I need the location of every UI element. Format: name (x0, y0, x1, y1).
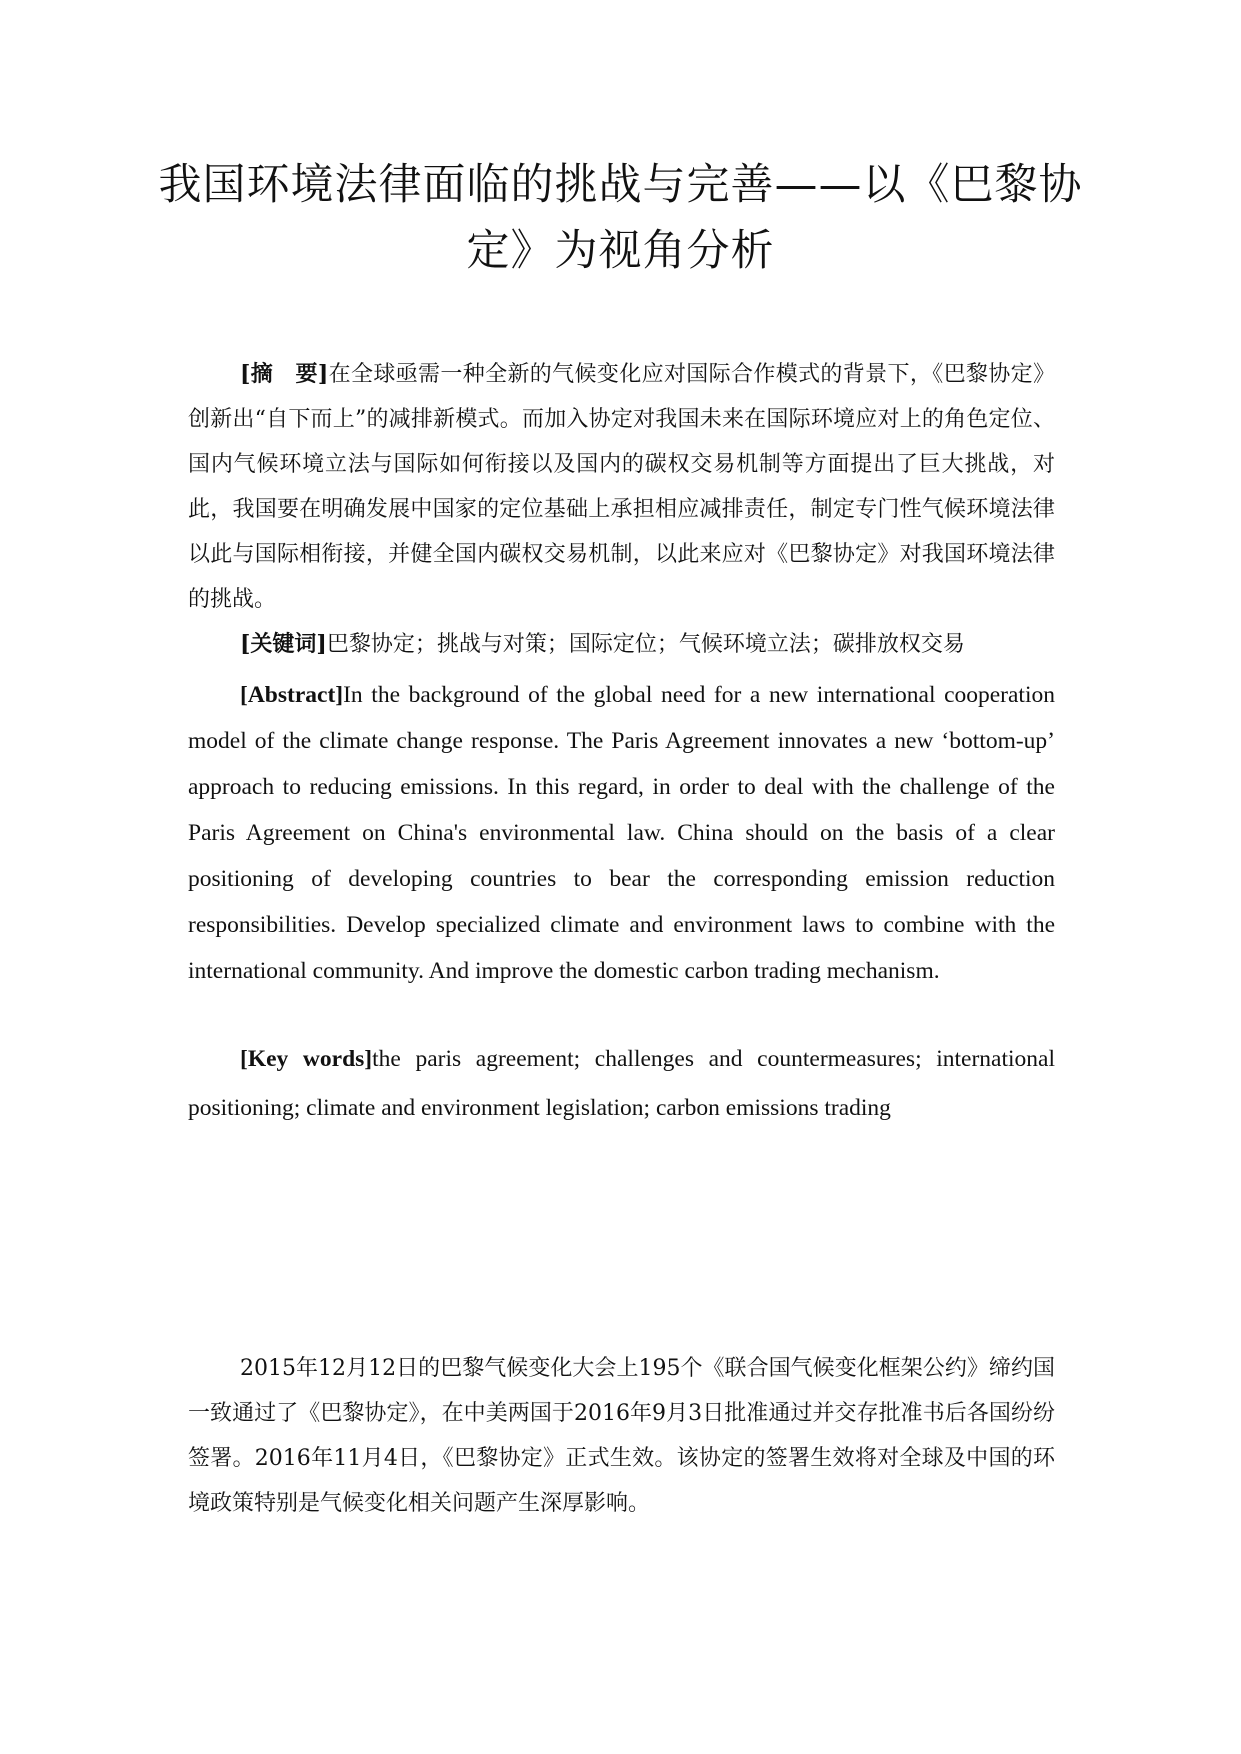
abstract-en-paragraph (188, 672, 1055, 994)
keywords-en-label: [Key words] (240, 1046, 373, 1072)
abstract-en-text: In the background of the global need for a new international cooperation model of the climate change response. The Paris Agreement innovates a new ‘bottom-up’ approach to reducing emissions. In this regard, in order to deal with the challenge of the Paris Agreement on China's environmental law. China should on the basis of a clear positioning of developing countries to bear the corresponding emission reduction responsibilities. Develop specialized climate and environment laws to combine with the international community. And improve the domestic carbon trading mechanism. (188, 682, 1055, 984)
keywords-zh-paragraph (188, 622, 1055, 667)
abstract-zh-label: [摘 要] (240, 361, 329, 387)
abstract-zh-paragraph (188, 352, 1055, 622)
body-paragraph: 2015年12月12日的巴黎气候变化大会上195个《联合国气候变化框架公约》缔约国一致通过了《巴黎协定》，在中美两国于2016年9月3日批准通过并交存批准书后各国纷纷签署。2016年11月4日，《巴黎协定》正式生效。该协定的签署生效将对全球及中国的环境政策特别是气候变化相关问题产生深厚影响。 (188, 1356, 1055, 1516)
keywords-zh-label: [关键词] (240, 631, 327, 657)
keywords-en-paragraph (188, 1035, 1055, 1133)
keywords-zh-text: 巴黎协定；挑战与对策；国际定位；气候环境立法；碳排放权交易 (326, 632, 965, 657)
abstract-en-label: [Abstract] (240, 682, 344, 708)
document-title: 我国环境法律面临的挑战与完善——以《巴黎协定》为视角分析 (158, 160, 1083, 276)
keywords-en-text: the paris agreement; challenges and countermeasures; international positioning; climate and environment legislation; carbon emissions trading (188, 1046, 1056, 1121)
abstract-zh-text: 在全球亟需一种全新的气候变化应对国际合作模式的背景下，《巴黎协定》创新出“自下而上”的减排新模式。而加入协定对我国未来在国际环境应对上的角色定位、国内气候环境立法与国际如何衔接以及国内的碳权交易机制等方面提出了巨大挑战，对此，我国要在明确发展中国家的定位基础上承担相应减排责任，制定专门性气候环境法律以此与国际相衔接，并健全国内碳权交易机制，以此来应对《巴黎协定》对我国环境法律的挑战。 (188, 362, 1055, 612)
